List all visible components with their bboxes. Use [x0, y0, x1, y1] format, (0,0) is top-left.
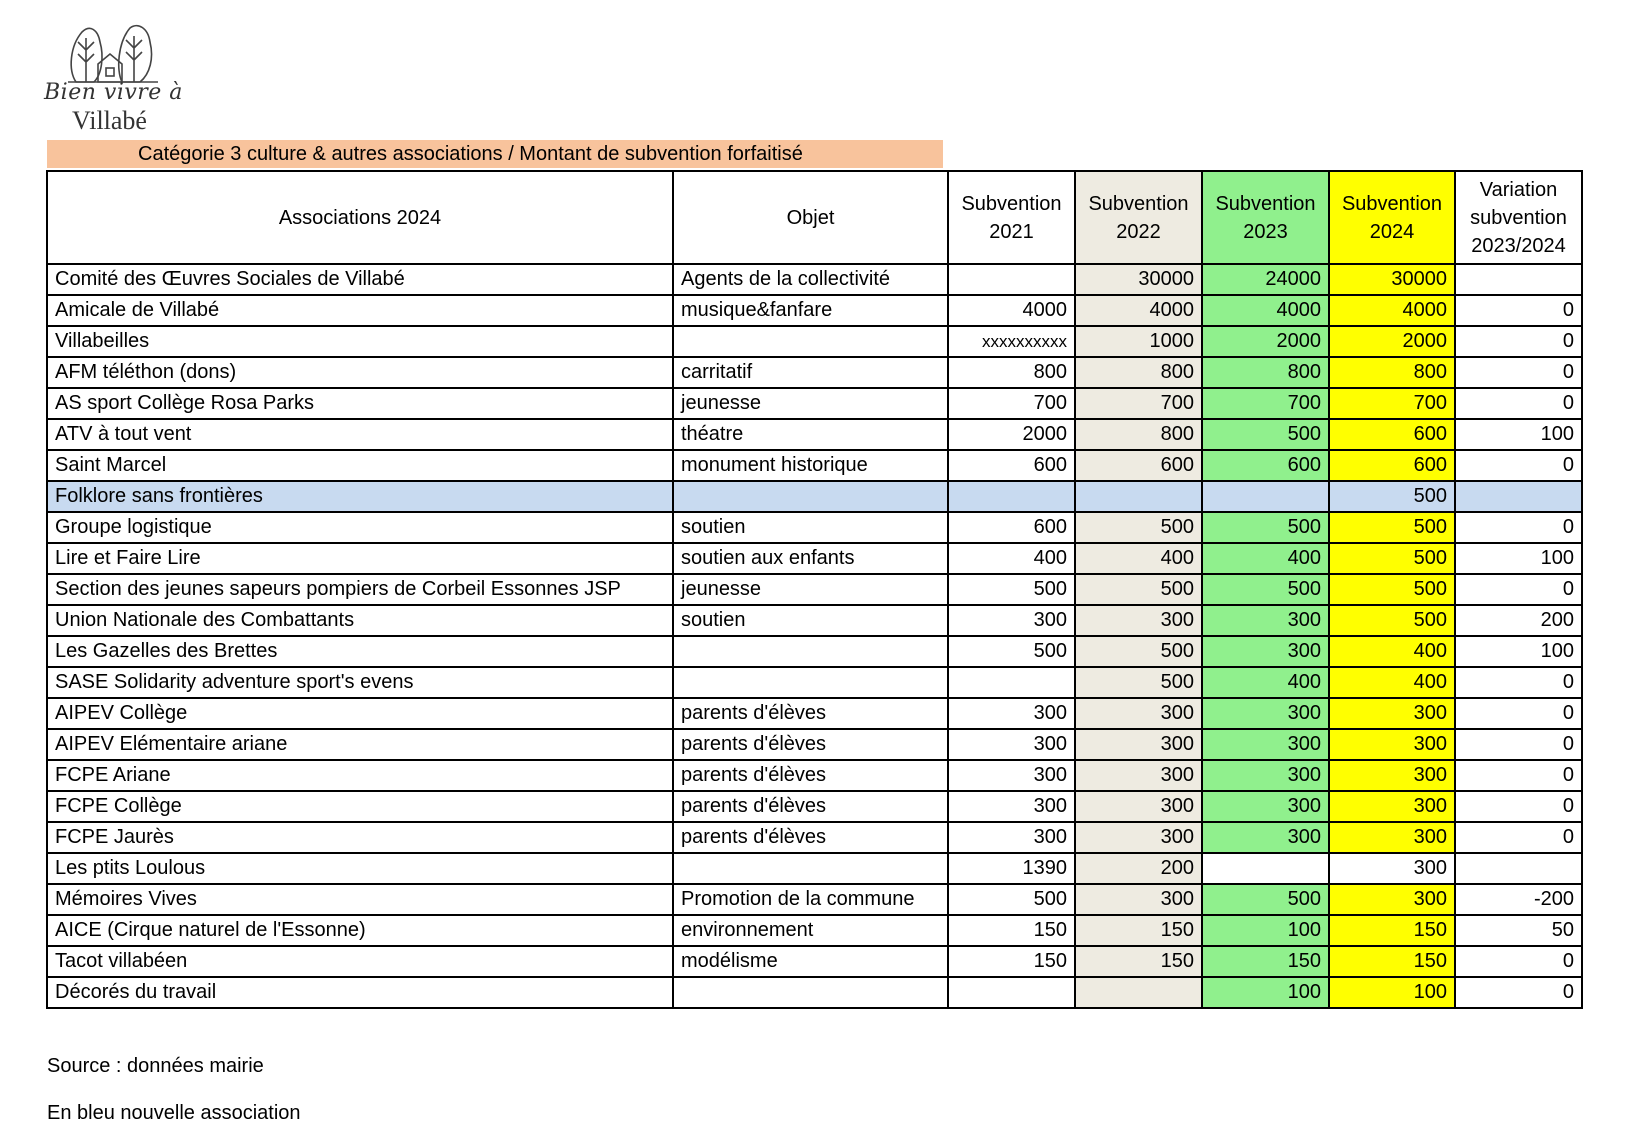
logo: [44, 20, 184, 135]
cell-variation: -200: [1455, 884, 1582, 915]
cell-subvention-2021: 150: [948, 915, 1075, 946]
cell-subvention-2022: 150: [1075, 915, 1202, 946]
cell-subvention-2021: xxxxxxxxxx: [948, 326, 1075, 357]
cell-subvention-2021: 300: [948, 822, 1075, 853]
cell-subvention-2021: 150: [948, 946, 1075, 977]
logo-line-1: Bien vivre à: [44, 80, 183, 105]
cell-subvention-2021: 500: [948, 636, 1075, 667]
cell-association: Folklore sans frontières: [47, 481, 673, 512]
cell-subvention-2022: 400: [1075, 543, 1202, 574]
cell-subvention-2021: 800: [948, 357, 1075, 388]
cell-subvention-2024: 2000: [1329, 326, 1455, 357]
header-subvention-2021: Subvention 2021: [948, 171, 1075, 264]
cell-variation: 0: [1455, 946, 1582, 977]
cell-association: AIPEV Collège: [47, 698, 673, 729]
cell-subvention-2022: 300: [1075, 822, 1202, 853]
table-row: [47, 605, 1582, 636]
cell-objet: musique&fanfare: [673, 295, 948, 326]
cell-variation: 0: [1455, 357, 1582, 388]
cell-subvention-2024: 400: [1329, 667, 1455, 698]
table-row: [47, 450, 1582, 481]
cell-objet: parents d'élèves: [673, 791, 948, 822]
cell-association: Section des jeunes sapeurs pompiers de Corbeil Essonnes JSP: [47, 574, 673, 605]
header-variation: Variation subvention 2023/2024: [1455, 171, 1582, 264]
cell-objet: jeunesse: [673, 388, 948, 419]
legend-note: En bleu nouvelle association: [47, 1102, 301, 1124]
cell-subvention-2021: [948, 977, 1075, 1008]
table-row: [47, 264, 1582, 295]
cell-subvention-2022: 200: [1075, 853, 1202, 884]
trees-house-icon: [68, 20, 158, 86]
cell-subvention-2021: 300: [948, 729, 1075, 760]
cell-subvention-2023: 300: [1202, 822, 1329, 853]
cell-variation: 0: [1455, 729, 1582, 760]
table-row: [47, 667, 1582, 698]
cell-subvention-2022: 700: [1075, 388, 1202, 419]
cell-objet: [673, 481, 948, 512]
table-row: [47, 822, 1582, 853]
cell-subvention-2023: 150: [1202, 946, 1329, 977]
cell-subvention-2023: 100: [1202, 977, 1329, 1008]
cell-subvention-2022: 1000: [1075, 326, 1202, 357]
cell-subvention-2024: 150: [1329, 946, 1455, 977]
cell-association: AICE (Cirque naturel de l'Essonne): [47, 915, 673, 946]
cell-variation: 0: [1455, 295, 1582, 326]
cell-subvention-2023: 300: [1202, 605, 1329, 636]
cell-subvention-2021: 500: [948, 884, 1075, 915]
header-subvention-2024: Subvention 2024: [1329, 171, 1455, 264]
cell-subvention-2023: 500: [1202, 512, 1329, 543]
table-row: [47, 574, 1582, 605]
cell-subvention-2023: 400: [1202, 667, 1329, 698]
cell-subvention-2021: 400: [948, 543, 1075, 574]
cell-association: Saint Marcel: [47, 450, 673, 481]
cell-subvention-2021: 300: [948, 605, 1075, 636]
cell-association: Groupe logistique: [47, 512, 673, 543]
header-association: Associations 2024: [47, 171, 673, 264]
cell-subvention-2022: [1075, 977, 1202, 1008]
cell-variation: 50: [1455, 915, 1582, 946]
cell-subvention-2021: 500: [948, 574, 1075, 605]
cell-association: Les Gazelles des Brettes: [47, 636, 673, 667]
cell-subvention-2024: 500: [1329, 605, 1455, 636]
cell-association: Les ptits Loulous: [47, 853, 673, 884]
cell-subvention-2023: 100: [1202, 915, 1329, 946]
cell-subvention-2024: 700: [1329, 388, 1455, 419]
cell-subvention-2022: 300: [1075, 884, 1202, 915]
cell-subvention-2023: 500: [1202, 419, 1329, 450]
cell-subvention-2024: 4000: [1329, 295, 1455, 326]
table-row: [47, 729, 1582, 760]
cell-subvention-2023: 300: [1202, 698, 1329, 729]
cell-subvention-2022: [1075, 481, 1202, 512]
cell-variation: 0: [1455, 512, 1582, 543]
cell-association: Lire et Faire Lire: [47, 543, 673, 574]
table-row: [47, 326, 1582, 357]
cell-subvention-2024: 600: [1329, 419, 1455, 450]
cell-association: SASE Solidarity adventure sport's evens: [47, 667, 673, 698]
source-note: Source : données mairie: [47, 1055, 264, 1077]
table-row: [47, 636, 1582, 667]
cell-subvention-2023: 600: [1202, 450, 1329, 481]
cell-association: Villabeilles: [47, 326, 673, 357]
cell-subvention-2023: 700: [1202, 388, 1329, 419]
cell-subvention-2024: 300: [1329, 822, 1455, 853]
cell-objet: soutien aux enfants: [673, 543, 948, 574]
cell-objet: parents d'élèves: [673, 698, 948, 729]
cell-subvention-2023: 300: [1202, 636, 1329, 667]
cell-objet: [673, 853, 948, 884]
cell-association: Décorés du travail: [47, 977, 673, 1008]
cell-subvention-2022: 300: [1075, 760, 1202, 791]
cell-subvention-2024: 300: [1329, 729, 1455, 760]
table-row: [47, 419, 1582, 450]
cell-subvention-2021: 1390: [948, 853, 1075, 884]
cell-subvention-2022: 800: [1075, 357, 1202, 388]
cell-subvention-2023: [1202, 853, 1329, 884]
table-row: [47, 357, 1582, 388]
cell-subvention-2022: 300: [1075, 729, 1202, 760]
cell-association: AFM téléthon (dons): [47, 357, 673, 388]
cell-subvention-2023: 300: [1202, 760, 1329, 791]
cell-subvention-2023: 24000: [1202, 264, 1329, 295]
cell-subvention-2021: [948, 481, 1075, 512]
cell-subvention-2021: 600: [948, 450, 1075, 481]
cell-subvention-2024: 30000: [1329, 264, 1455, 295]
cell-objet: modélisme: [673, 946, 948, 977]
cell-subvention-2023: 2000: [1202, 326, 1329, 357]
cell-variation: 0: [1455, 667, 1582, 698]
cell-subvention-2023: 300: [1202, 791, 1329, 822]
cell-subvention-2024: 800: [1329, 357, 1455, 388]
table-row: [47, 481, 1582, 512]
cell-subvention-2024: 300: [1329, 884, 1455, 915]
cell-association: Amicale de Villabé: [47, 295, 673, 326]
cell-association: Union Nationale des Combattants: [47, 605, 673, 636]
cell-subvention-2023: [1202, 481, 1329, 512]
subsidy-table: [46, 170, 1583, 1009]
cell-subvention-2023: 500: [1202, 884, 1329, 915]
cell-variation: 100: [1455, 419, 1582, 450]
category-banner: [47, 140, 943, 168]
cell-subvention-2023: 800: [1202, 357, 1329, 388]
cell-variation: [1455, 264, 1582, 295]
cell-subvention-2021: 4000: [948, 295, 1075, 326]
table-row: [47, 698, 1582, 729]
cell-objet: [673, 326, 948, 357]
cell-objet: carritatif: [673, 357, 948, 388]
cell-association: Comité des Œuvres Sociales de Villabé: [47, 264, 673, 295]
cell-objet: soutien: [673, 512, 948, 543]
cell-variation: [1455, 481, 1582, 512]
header-objet: Objet: [673, 171, 948, 264]
cell-subvention-2022: 300: [1075, 605, 1202, 636]
cell-subvention-2023: 400: [1202, 543, 1329, 574]
cell-variation: 0: [1455, 822, 1582, 853]
header-subvention-2022: Subvention 2022: [1075, 171, 1202, 264]
cell-variation: 100: [1455, 636, 1582, 667]
header-subvention-2023: Subvention 2023: [1202, 171, 1329, 264]
cell-subvention-2022: 150: [1075, 946, 1202, 977]
cell-objet: [673, 977, 948, 1008]
cell-association: FCPE Collège: [47, 791, 673, 822]
cell-objet: environnement: [673, 915, 948, 946]
cell-subvention-2022: 800: [1075, 419, 1202, 450]
cell-subvention-2023: 300: [1202, 729, 1329, 760]
cell-subvention-2024: 600: [1329, 450, 1455, 481]
table-row: [47, 512, 1582, 543]
table-row: [47, 977, 1582, 1008]
cell-subvention-2022: 600: [1075, 450, 1202, 481]
cell-subvention-2023: 4000: [1202, 295, 1329, 326]
cell-subvention-2024: 300: [1329, 760, 1455, 791]
cell-subvention-2021: 700: [948, 388, 1075, 419]
cell-subvention-2024: 500: [1329, 543, 1455, 574]
cell-subvention-2021: [948, 667, 1075, 698]
cell-objet: parents d'élèves: [673, 822, 948, 853]
logo-line-2: Villabé: [72, 106, 147, 135]
table-row: [47, 884, 1582, 915]
cell-objet: théatre: [673, 419, 948, 450]
cell-subvention-2024: 500: [1329, 481, 1455, 512]
cell-subvention-2021: 300: [948, 791, 1075, 822]
cell-objet: Agents de la collectivité: [673, 264, 948, 295]
cell-variation: 0: [1455, 574, 1582, 605]
cell-subvention-2022: 300: [1075, 698, 1202, 729]
cell-variation: 200: [1455, 605, 1582, 636]
cell-subvention-2022: 500: [1075, 667, 1202, 698]
table-row: [47, 853, 1582, 884]
cell-subvention-2024: 500: [1329, 512, 1455, 543]
header-row: [47, 171, 1582, 264]
cell-association: Tacot villabéen: [47, 946, 673, 977]
cell-subvention-2022: 500: [1075, 636, 1202, 667]
cell-variation: 0: [1455, 388, 1582, 419]
cell-objet: parents d'élèves: [673, 760, 948, 791]
cell-subvention-2021: 2000: [948, 419, 1075, 450]
cell-variation: 100: [1455, 543, 1582, 574]
cell-subvention-2024: 500: [1329, 574, 1455, 605]
cell-variation: 0: [1455, 698, 1582, 729]
cell-variation: 0: [1455, 326, 1582, 357]
table-body: [47, 264, 1582, 1008]
cell-subvention-2023: 500: [1202, 574, 1329, 605]
table-row: [47, 295, 1582, 326]
table-row: [47, 543, 1582, 574]
cell-variation: 0: [1455, 791, 1582, 822]
cell-objet: jeunesse: [673, 574, 948, 605]
cell-association: Mémoires Vives: [47, 884, 673, 915]
cell-subvention-2024: 300: [1329, 698, 1455, 729]
cell-objet: [673, 636, 948, 667]
cell-subvention-2021: 300: [948, 760, 1075, 791]
cell-association: FCPE Jaurès: [47, 822, 673, 853]
cell-variation: 0: [1455, 977, 1582, 1008]
cell-objet: soutien: [673, 605, 948, 636]
cell-subvention-2022: 30000: [1075, 264, 1202, 295]
cell-association: FCPE Ariane: [47, 760, 673, 791]
category-title: Catégorie 3 culture & autres associations / Montant de subvention forfaitisé: [138, 143, 803, 165]
table-row: [47, 915, 1582, 946]
cell-subvention-2024: 100: [1329, 977, 1455, 1008]
cell-subvention-2022: 300: [1075, 791, 1202, 822]
cell-variation: 0: [1455, 450, 1582, 481]
cell-subvention-2022: 500: [1075, 512, 1202, 543]
table-row: [47, 760, 1582, 791]
cell-subvention-2022: 4000: [1075, 295, 1202, 326]
cell-subvention-2024: 400: [1329, 636, 1455, 667]
cell-subvention-2024: 150: [1329, 915, 1455, 946]
cell-association: AS sport Collège Rosa Parks: [47, 388, 673, 419]
cell-subvention-2022: 500: [1075, 574, 1202, 605]
cell-subvention-2021: 600: [948, 512, 1075, 543]
cell-subvention-2021: 300: [948, 698, 1075, 729]
cell-association: AIPEV Elémentaire ariane: [47, 729, 673, 760]
cell-association: ATV à tout vent: [47, 419, 673, 450]
table-row: [47, 791, 1582, 822]
cell-subvention-2024: 300: [1329, 853, 1455, 884]
cell-objet: monument historique: [673, 450, 948, 481]
cell-subvention-2021: [948, 264, 1075, 295]
cell-objet: parents d'élèves: [673, 729, 948, 760]
table-row: [47, 388, 1582, 419]
table-row: [47, 946, 1582, 977]
cell-variation: 0: [1455, 760, 1582, 791]
cell-subvention-2024: 300: [1329, 791, 1455, 822]
cell-objet: Promotion de la commune: [673, 884, 948, 915]
cell-variation: [1455, 853, 1582, 884]
cell-objet: [673, 667, 948, 698]
